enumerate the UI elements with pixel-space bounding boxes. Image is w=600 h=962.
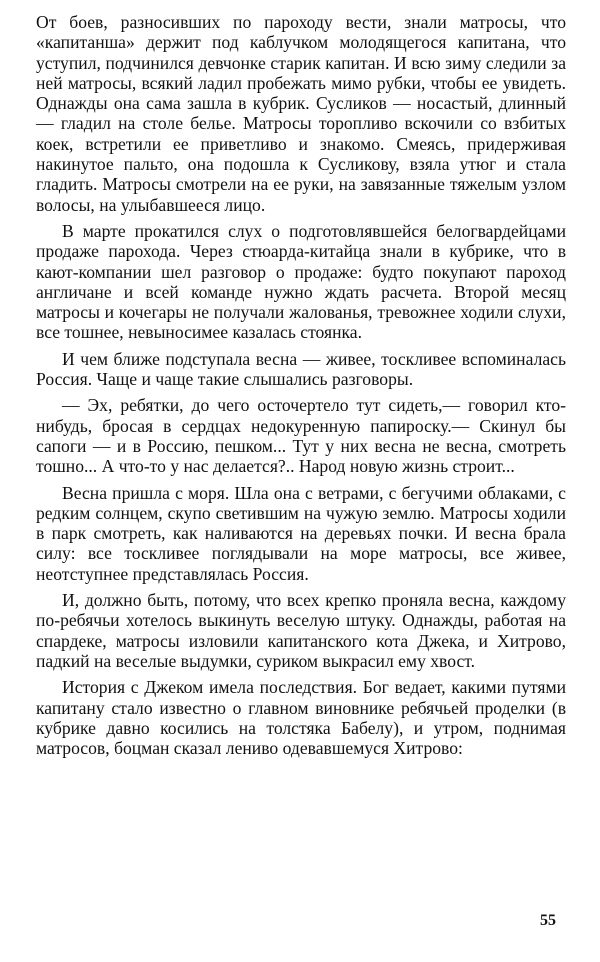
paragraph: В марте прокатился слух о подготовлявшейся белогвардейцами продаже парохода. Через стюарда-китайца знали в кубрике, что в кают-компании шел разговор о продаже: будто покупают пароход англичане и всей команде нужно ждать расчета. Второй месяц матросы и кочегары не получали жалованья, тревожнее ходили слухи, все тошнее, невыносимее казалась стоянка.	[36, 220, 566, 343]
paragraph: Весна пришла с моря. Шла она с ветрами, с бегучими облаками, с редким солнцем, скупо светившим на чужую землю. Матросы ходили в парк смотреть, как наливаются на деревьях почки. И весна брала силу: все тоскливее поглядывали на море матросы, все живее, неотступнее представлялась Россия.	[36, 482, 566, 584]
page-number: 55	[540, 912, 556, 929]
paragraph: И, должно быть, потому, что всех крепко проняла весна, каждому по-ребячьи хотелось выкинуть веселую штуку. Однажды, работая на спардеке, матросы изловили капитанского кота Джека, и Хитрово, падкий на веселые выдумки, суриком выкрасил ему хвост.	[36, 590, 566, 671]
paragraph: — Эх, ребятки, до чего осточертело тут сидеть,— говорил кто-нибудь, бросая в сердцах недокуренную папироску.— Скинул бы сапоги — и в Россию, пешком... Тут у них весна не весна, смотреть тошно... А что-то у нас делается?.. Народ новую жизнь строит...	[36, 395, 566, 477]
paragraph: История с Джеком имела последствия. Бог ведает, какими путями капитану стало известно о главном виновнике ребячьей проделки (в кубрике давно косились на толстяка Бабелу), и утром, поднимая матросов, боцман сказал лениво одевавшемуся Хитрово:	[36, 677, 566, 759]
paragraph: И чем ближе подступала весна — живее, тоскливее вспоминалась Россия. Чаще и чаще такие слышались разговоры.	[36, 348, 566, 390]
book-page	[36, 12, 566, 764]
paragraph: От боев, разносивших по пароходу вести, знали матросы, что «капитанша» держит под каблучком молодящегося капитана, что уступил, подчинился девчонке старик капитан. И всю зиму следили за ней матросы, всякий ладил пробежать мимо рубки, чтобы ее увидеть. Однажды она сама зашла в кубрик. Сусликов — носастый, длинный — гладил на столе белье. Матросы торопливо вскочили со взбитых коек, встретили ее приветливо и знакомо. Смеясь, придерживая накинутое пальто, она подошла к Сусликову, взяла утюг и стала гладить. Матросы смотрели на ее руки, на завязанные тяжелым узлом волосы, на улыбавшееся лицо.	[36, 12, 566, 215]
